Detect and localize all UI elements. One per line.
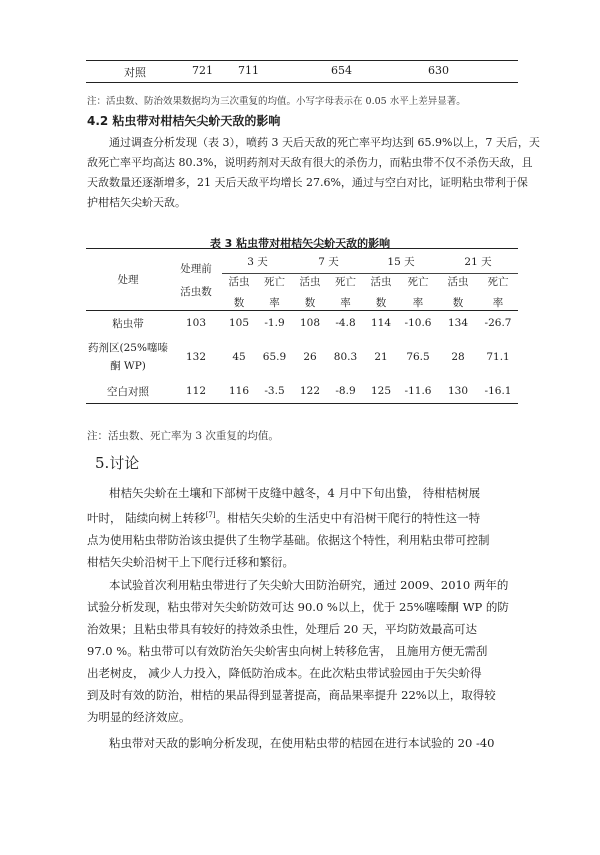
header-before-line2: 活虫数 (180, 285, 212, 298)
cell: -4.8 (327, 311, 364, 336)
discussion-paragraph-3 (87, 732, 519, 754)
cell: 711 (238, 64, 259, 77)
subheader-live-l2: 数 (452, 297, 464, 309)
section-title: 5.讨论 (95, 454, 140, 472)
subheader-live-l1: 活虫 (370, 276, 392, 288)
cell: -11.6 (398, 379, 438, 404)
subheader-death-l2: 率 (412, 297, 424, 309)
table-caption: 表 3 粘虫带对柑桔矢尖蚧天敌的影响 (209, 237, 391, 250)
cell: -10.6 (398, 311, 438, 336)
section-paragraph (87, 133, 540, 213)
citation-ref: [7] (205, 511, 216, 519)
subheader-live-l2: 数 (304, 297, 316, 309)
discussion-paragraph-1 (87, 482, 519, 573)
cell: 45 (232, 351, 246, 363)
table-bottom-rule (86, 82, 518, 83)
cell: 654 (331, 64, 352, 77)
cell: 721 (192, 64, 213, 77)
subheader-live-l1: 活虫 (228, 276, 250, 288)
subheader-death (327, 274, 364, 311)
header-day-15: 15 天 (364, 249, 438, 274)
table-note: 注：活虫数、死亡率为 3 次重复的均值。 (87, 430, 279, 442)
cell: -1.9 (256, 311, 293, 336)
subheader-live (438, 274, 478, 311)
text-line: 点为使用粘虫带防治该虫提供了生物学基础。依据这个特性，利用粘虫带可控制 (87, 532, 490, 547)
cell: 116 (222, 379, 256, 404)
subheader-live-l2: 数 (375, 297, 387, 309)
section-title: 4.2 粘虫带对柑桔矢尖蚧天敌的影响 (87, 114, 281, 128)
text-span: 。柑桔矢尖蚧的生活史中有沿树干爬行的特性这一特 (215, 510, 481, 525)
header-day-7: 7 天 (293, 249, 364, 274)
cell: 134 (438, 311, 478, 336)
text-line: 粘虫带对天敌的影响分析发现，在使用粘虫带的桔园在进行本试验的 20 -40 (109, 736, 495, 750)
subheader-live (293, 274, 327, 311)
row-name: 空白对照 (86, 379, 170, 404)
cell: 80.3 (333, 351, 358, 363)
text-span: 叶时， 陆续向树上转移 (87, 510, 206, 525)
cell: 125 (364, 379, 398, 404)
table-top-rule (86, 60, 518, 61)
subheader-death-l1: 死亡 (264, 276, 285, 288)
row-name: 粘虫带 (86, 311, 170, 336)
text-line: 柑桔矢尖蚧沿树干上下爬行迁移和繁衍。 (87, 554, 294, 569)
text-line: 柑桔矢尖蚧在土壤和下部树干皮缝中越冬，4 月中下旬出蛰， 待柑桔树展 (109, 486, 481, 500)
cell: -3.5 (256, 379, 293, 404)
subheader-death-l1: 死亡 (407, 276, 429, 288)
cell: 21 (374, 351, 388, 363)
cell: -16.1 (478, 379, 518, 404)
text-line: 试验分析发现，粘虫带对矢尖蚧防效可达 90.0 %以上，优于 25%噻嗪酮 WP 的防 (87, 600, 509, 614)
subheader-death-l2: 率 (340, 297, 351, 309)
text-line: 97.0 %。粘虫带可以有效防治矢尖蚧害虫向树上转移危害， 且施用方便无需刮 (87, 644, 488, 658)
cell: 130 (438, 379, 478, 404)
text-line: 出老树皮， 减少人力投入，降低防治成本。在此次粘虫带试验园由于矢尖蚧得 (87, 666, 482, 680)
cell: 103 (170, 311, 222, 336)
cell: 132 (185, 351, 207, 363)
subheader-death-l2: 率 (269, 297, 280, 309)
cell: 28 (451, 351, 465, 363)
cell: 630 (428, 64, 449, 77)
table-row (86, 379, 518, 404)
row-name-line2: 酮 WP) (110, 360, 146, 372)
subheader-death-l1: 死亡 (335, 276, 356, 288)
cell: -8.9 (327, 379, 364, 404)
subheader-death (478, 274, 518, 311)
text-line: 敌死亡率平均高达 80.3%，说明药剂对天敌有很大的杀伤力，而粘虫带不仅不杀伤天敌，且 (87, 156, 533, 169)
subheader-death-l2: 率 (492, 297, 504, 309)
header-before-line1: 处理前 (180, 262, 212, 275)
subheader-live-l1: 活虫 (447, 276, 469, 288)
subheader-live (364, 274, 398, 311)
cell: -26.7 (478, 311, 518, 336)
discussion-paragraph-2 (87, 574, 519, 728)
table-note: 注：活虫数、防治效果数据均为三次重复的均值。小写字母表示在 0.05 水平上差异显著。 (87, 96, 466, 107)
table-row (86, 335, 518, 379)
cell: 114 (364, 311, 398, 336)
text-line: 到及时有效的防治，柑桔的果品得到显著提高，商品果率提升 22%以上，取得较 (87, 688, 496, 702)
subheader-death (256, 274, 293, 311)
cell: 76.5 (406, 351, 430, 363)
cell: 112 (170, 379, 222, 404)
table-row (86, 311, 518, 336)
header-before (170, 249, 222, 311)
text-line: 天敌数量还逐渐增多，21 天后天敌平均增长 27.6%，通过与空白对比，证明粘虫带利于保 (87, 176, 528, 189)
subheader-live-l2: 数 (233, 297, 245, 309)
cell: 108 (293, 311, 327, 336)
subheader-live-l1: 活虫 (299, 276, 321, 288)
row-name-line1: 药剂区(25%噻嗪 (88, 342, 168, 354)
row-name (86, 335, 170, 379)
text-line: 通过调查分析发现（表 3），喷药 3 天后天敌的死亡率平均达到 65.9%以上，7 天后，天 (109, 136, 540, 149)
text-line: 护柑桔矢尖蚧天敌。 (87, 196, 186, 209)
previous-table-row (86, 62, 518, 80)
cell: 122 (293, 379, 327, 404)
cell: 71.1 (486, 351, 510, 363)
header-treatment: 处理 (86, 249, 170, 311)
cell: 26 (303, 351, 317, 363)
header-day-3: 3 天 (222, 249, 293, 274)
subheader-live (222, 274, 256, 311)
text-line: 治效果；且粘虫带具有较好的持效杀虫性，处理后 20 天，平均防效最高可达 (87, 622, 477, 636)
subheader-death-l1: 死亡 (487, 276, 509, 288)
cell: 105 (222, 311, 256, 336)
text-line: 本试验首次利用粘虫带进行了矢尖蚧大田防治研究，通过 2009、2010 两年的 (109, 578, 509, 592)
subheader-death (398, 274, 438, 311)
row-label: 对照 (124, 66, 146, 79)
text-line: 为明显的经济效应。 (87, 710, 191, 724)
cell: 65.9 (262, 351, 287, 363)
table-3 (86, 248, 518, 404)
text-line (87, 504, 519, 529)
header-day-21: 21 天 (438, 249, 518, 274)
